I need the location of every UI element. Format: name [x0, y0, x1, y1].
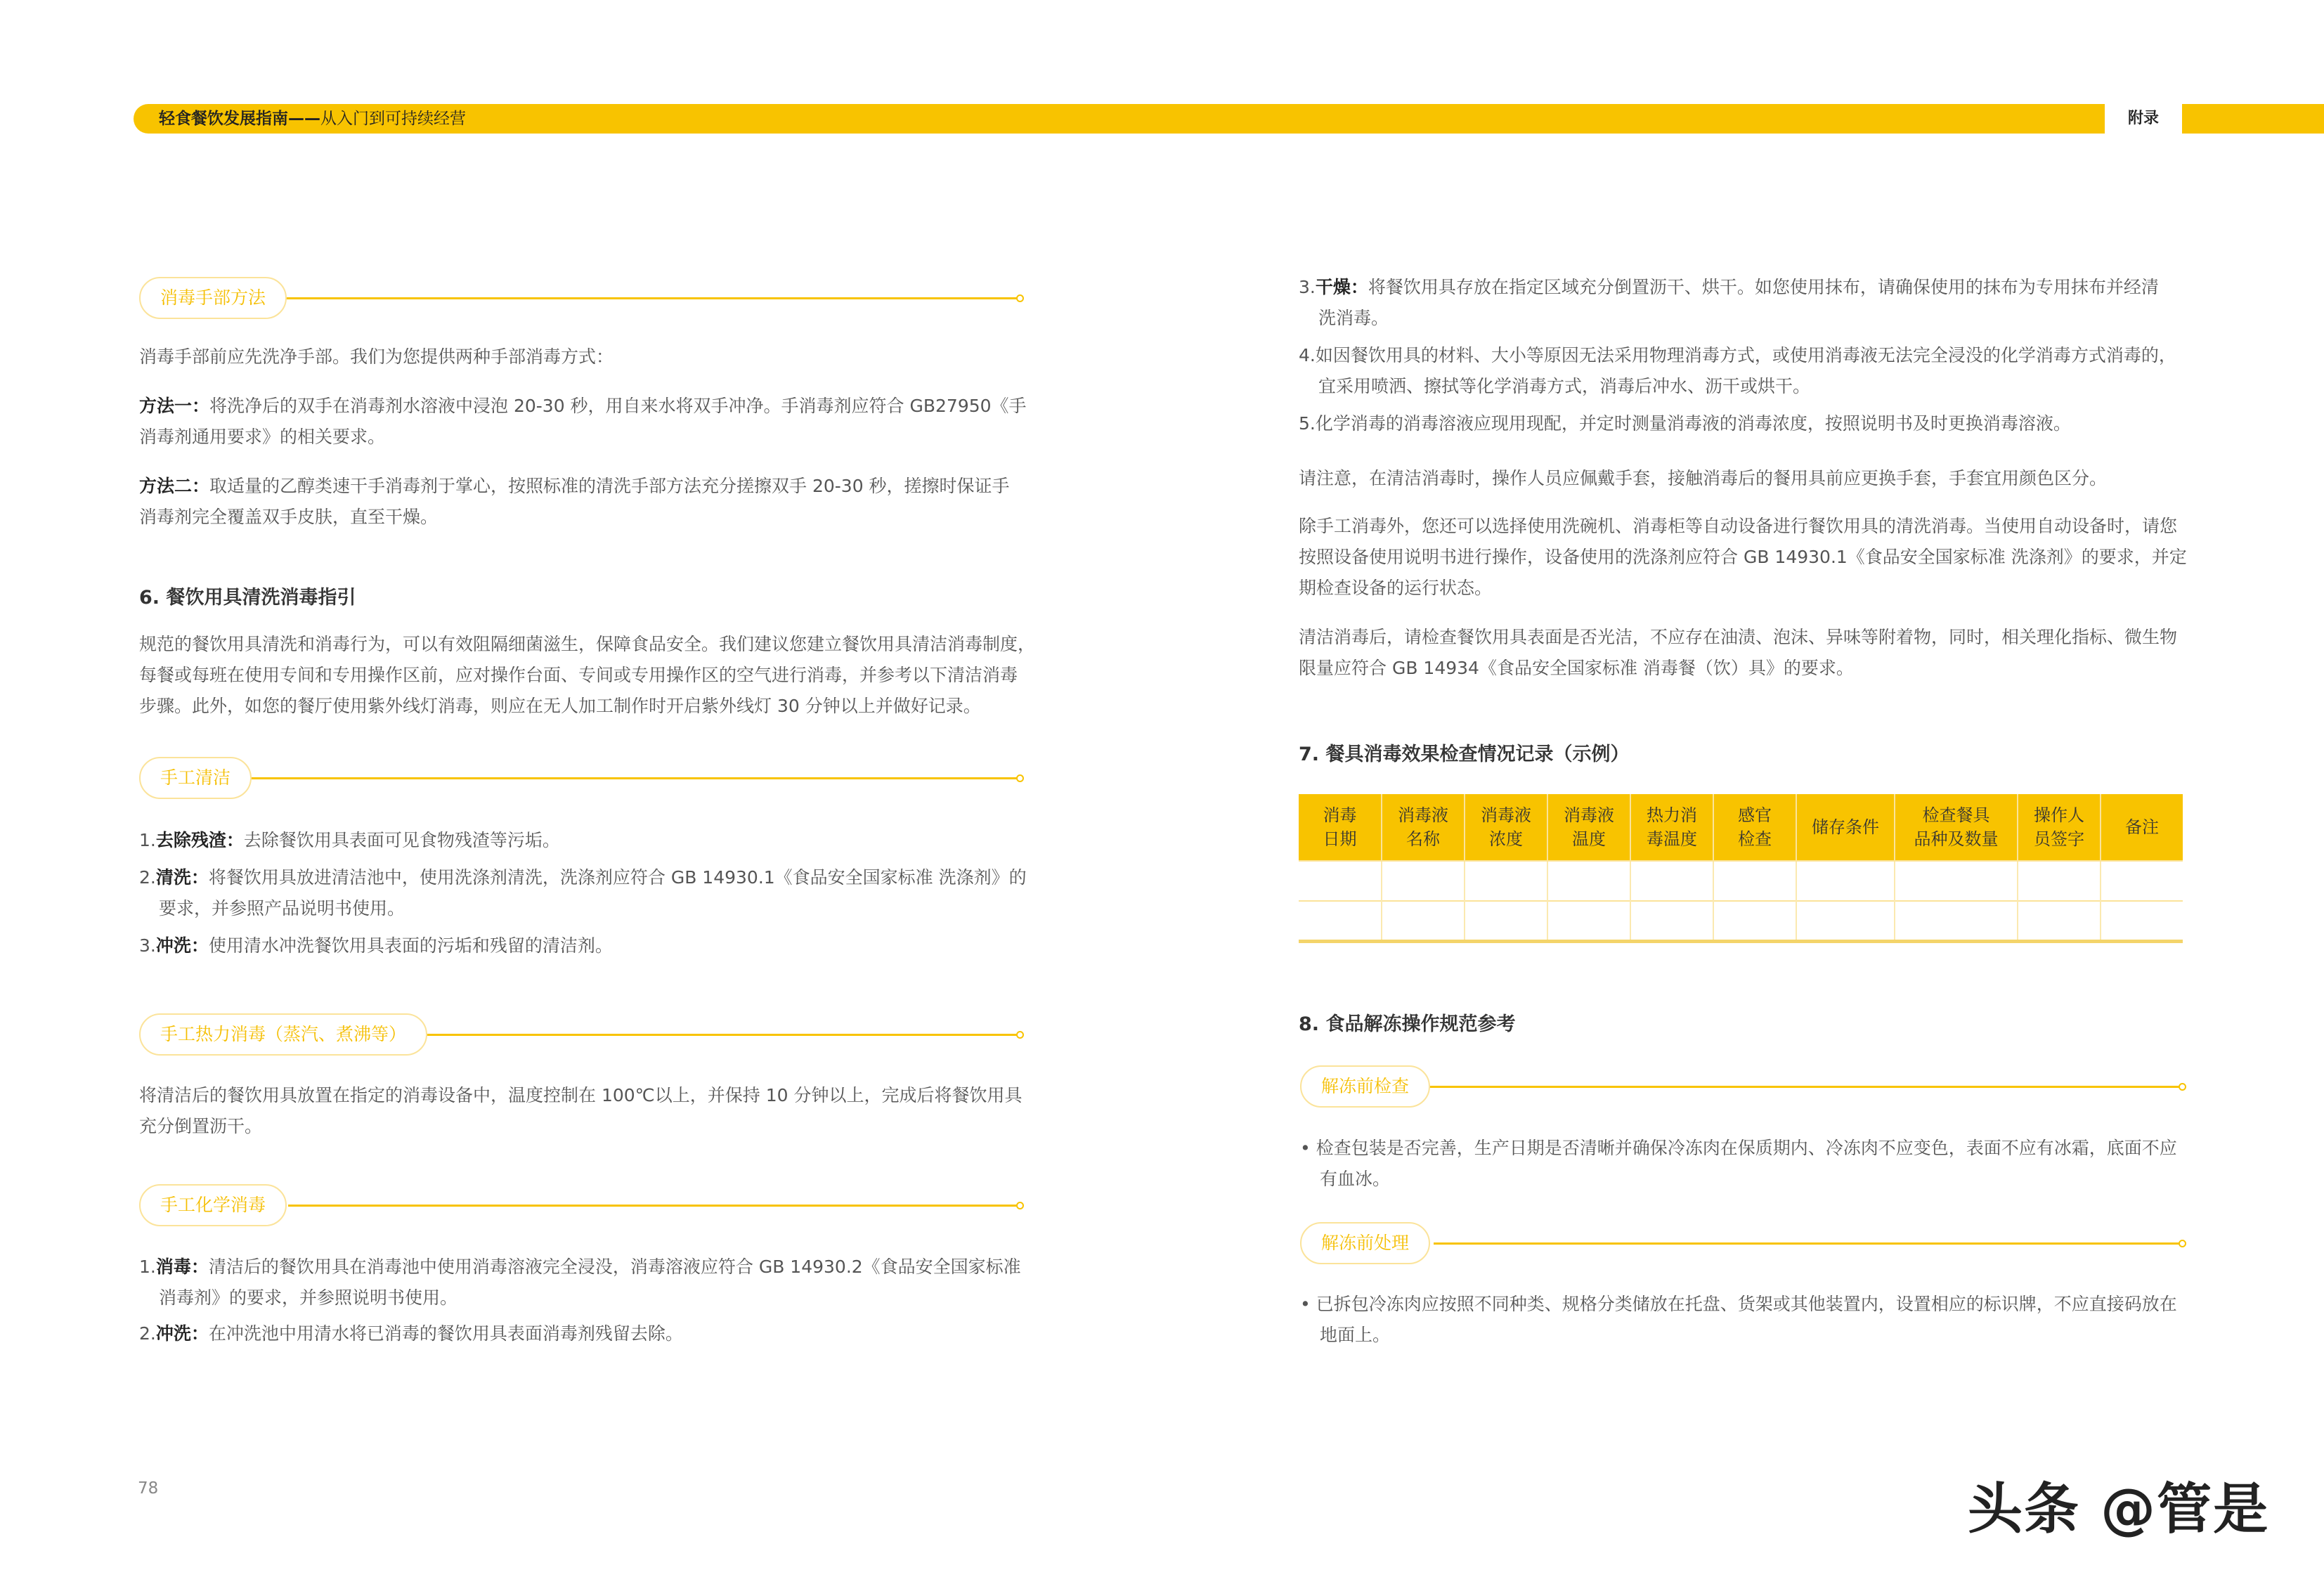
table-header-cell [1796, 794, 1895, 861]
chem-step-2: 2.冲洗：在冲洗池中用清水将已消毒的餐饮用具表面消毒剂残留去除。 [139, 1323, 683, 1344]
method-2: 方法二：取适量的乙醇类速干手消毒剂于掌心，按照标准的清洗手部方法充分搓擦双手 20-30 秒，搓擦时保证手 消毒剂完全覆盖双手皮肤，直至干燥。 [139, 476, 1010, 527]
table-cell [1796, 861, 1895, 901]
section-pill-hand-disinfection: 消毒手部方法 [139, 277, 287, 319]
table-header-cell [2018, 794, 2101, 861]
header-line: 消毒液 [1398, 805, 1448, 825]
bullet-check: • 检查包装是否完善，生产日期是否清晰并确保冷冻肉在保质期内、冷冻肉不应变色，表面不应有冰霜，底面不应 有血冰。 [1300, 1138, 2177, 1189]
table-cell [1630, 901, 1713, 941]
table-cell [1895, 901, 2018, 941]
cleaning-step-1: 1.去除残渣：去除餐饮用具表面可见食物残渣等污垢。 [139, 830, 560, 850]
method-1: 方法一：将洗净后的双手在消毒剂水溶液中浸泡 20-30 秒，用自来水将双手冲净。手消毒剂应符合 GB27950《手 消毒剂通用要求》的相关要求。 [139, 396, 1027, 447]
table-row [1299, 901, 2183, 941]
header-line: 名称 [1406, 829, 1440, 849]
table-cell [1895, 861, 2018, 901]
table-cell [1382, 901, 1465, 941]
step-5: 5.化学消毒的消毒溶液应现用现配，并定时测量消毒液的消毒浓度，按照说明书及时更换消毒溶液。 [1299, 413, 2071, 434]
table-header-cell [1465, 794, 1547, 861]
rule-end-dot [2179, 1240, 2186, 1247]
table-header-cell [2101, 794, 2183, 861]
section-rule [288, 1205, 1019, 1207]
header-line: 操作人 [2034, 805, 2084, 825]
header-line: 感官 [1738, 805, 1772, 825]
table-header-cell [1547, 794, 1630, 861]
header-line: 消毒液 [1564, 805, 1614, 825]
section-pill-pre-thaw-check: 解冻前检查 [1300, 1065, 1430, 1108]
header-line: 检查餐具 [1922, 805, 1990, 825]
disinfection-record-table [1299, 794, 2183, 943]
header-line: 品种及数量 [1914, 829, 1999, 849]
section-label: 附录 [2105, 104, 2182, 134]
table-cell [2018, 861, 2101, 901]
table-cell [1547, 861, 1630, 901]
cleaning-step-2: 2.清洗：将餐饮用具放进清洁池中，使用洗涤剂清洗，洗涤剂应符合 GB 14930.1《食品安全国家标准 洗涤剂》的 要求，并参照产品说明书使用。 [139, 867, 1027, 919]
table-cell [2101, 861, 2183, 901]
table-row [1299, 861, 2183, 901]
header-line: 备注 [2125, 817, 2159, 837]
heading-8: 8. 食品解冻操作规范参考 [1299, 1013, 1516, 1035]
section-rule [281, 297, 1019, 299]
cleaning-step-3: 3.冲洗：使用清水冲洗餐饮用具表面的污垢和残留的清洁剂。 [139, 935, 613, 956]
table-header-cell [1630, 794, 1713, 861]
header-line: 员签字 [2034, 829, 2084, 849]
glove-note: 请注意，在清洁消毒时，操作人员应佩戴手套，接触消毒后的餐用具前应更换手套，手套宜用颜色区分。 [1299, 468, 2108, 488]
table-cell [1465, 901, 1547, 941]
after-cleaning-paragraph: 清洁消毒后，请检查餐饮用具表面是否光洁，不应存在油渍、泡沫、异味等附着物，同时，相关理化指标、微生物 限量应符合 GB 14934《食品安全国家标准 消毒餐（饮）具》的要求。 [1299, 627, 2178, 678]
auto-equipment-paragraph: 除手工消毒外，您还可以选择使用洗碗机、消毒柜等自动设备进行餐饮用具的清洗消毒。当使用自动设备时，请您 按照设备使用说明书进行操作，设备使用的洗涤剂应符合 GB 14930.1《食品安全国家标准 洗涤剂》的要求，并定 期检查设备的运行状态。 [1299, 516, 2187, 598]
rule-end-dot [1016, 1031, 1024, 1039]
section-rule [246, 777, 1019, 779]
section-pill-chemical-disinfection: 手工化学消毒 [139, 1184, 287, 1226]
table-cell [1713, 901, 1796, 941]
dry-step-3: 3.干燥：将餐饮用具存放在指定区域充分倒置沥干、烘干。如您使用抹布，请确保使用的抹布为专用抹布并经清 洗消毒。 [1299, 277, 2159, 328]
table-cell [1299, 861, 1382, 901]
header-line: 消毒 [1323, 805, 1357, 825]
section-rule [1434, 1242, 2182, 1245]
table-cell [2018, 901, 2101, 941]
header-line: 温度 [1572, 829, 1606, 849]
chem-step-1: 1.消毒：清洁后的餐饮用具在消毒池中使用消毒溶液完全浸没，消毒溶液应符合 GB 14930.2《食品安全国家标准 消毒剂》的要求，并参照说明书使用。 [139, 1257, 1021, 1308]
table-cell [1299, 901, 1382, 941]
table-header-cell [1299, 794, 1382, 861]
section-rule [1427, 1086, 2182, 1088]
table-cell [1465, 861, 1547, 901]
step-4: 4.如因餐饮用具的材料、大小等原因无法采用物理消毒方式，或使用消毒液无法完全浸没的化学消毒方式消毒的， 宜采用喷洒、擦拭等化学消毒方式，消毒后冲水、沥干或烘干。 [1299, 345, 2176, 396]
header-line: 毒温度 [1647, 829, 1697, 849]
table-header-cell [1895, 794, 2018, 861]
table-header-cell [1713, 794, 1796, 861]
header-bar-right [2182, 104, 2324, 134]
rule-end-dot [1016, 1202, 1024, 1209]
paragraph-6: 规范的餐饮用具清洗和消毒行为，可以有效阻隔细菌滋生，保障食品安全。我们建议您建立餐饮用具清洁消毒制度， 每餐或每班在使用专间和专用操作区前，应对操作台面、专间或专用操作区的空气进行消毒，并参考以下清洁消毒 步骤。此外，如您的餐厅使用紫外线灯消毒，则应在无人加工制作时开启紫外线灯 30 分钟以上并做好记录。 [139, 634, 1036, 716]
table-cell [1382, 861, 1465, 901]
header-line: 储存条件 [1812, 817, 1879, 837]
table-header-cell [1382, 794, 1465, 861]
table-cell [1630, 861, 1713, 901]
section-pill-heat-disinfection: 手工热力消毒（蒸汽、煮沸等） [139, 1013, 427, 1056]
heading-7: 7. 餐具消毒效果检查情况记录（示例） [1299, 744, 1630, 765]
heat-paragraph: 将清洁后的餐饮用具放置在指定的消毒设备中，温度控制在 100℃以上，并保持 10 分钟以上，完成后将餐饮用具 充分倒置沥干。 [139, 1085, 1023, 1136]
heading-6: 6. 餐饮用具清洗消毒指引 [139, 587, 356, 609]
bullet-handling: • 已拆包冷冻肉应按照不同种类、规格分类储放在托盘、货架或其他装置内，设置相应的标识牌，不应直接码放在 地面上。 [1300, 1294, 2177, 1345]
rule-end-dot [1016, 294, 1024, 302]
header-line: 热力消 [1647, 805, 1697, 825]
watermark: 头条 @管是 [1968, 1478, 2270, 1541]
header-line: 检查 [1738, 829, 1772, 849]
intro-text: 消毒手部前应先洗净手部。我们为您提供两种手部消毒方式： [139, 346, 614, 367]
rule-end-dot [2179, 1083, 2186, 1091]
table-cell [1796, 901, 1895, 941]
header-line: 日期 [1323, 829, 1357, 849]
section-pill-manual-cleaning: 手工清洁 [139, 757, 252, 799]
table-cell [1713, 861, 1796, 901]
rule-end-dot [1016, 774, 1024, 782]
document-title: 轻食餐饮发展指南——从入门到可持续经营 [159, 110, 466, 128]
section-pill-pre-thaw-handling: 解冻前处理 [1300, 1222, 1430, 1264]
header-line: 消毒液 [1481, 805, 1531, 825]
table-cell [2101, 901, 2183, 941]
section-rule [422, 1034, 1019, 1036]
table-cell [1547, 901, 1630, 941]
header-line: 浓度 [1489, 829, 1523, 849]
page-number: 78 [138, 1479, 159, 1498]
